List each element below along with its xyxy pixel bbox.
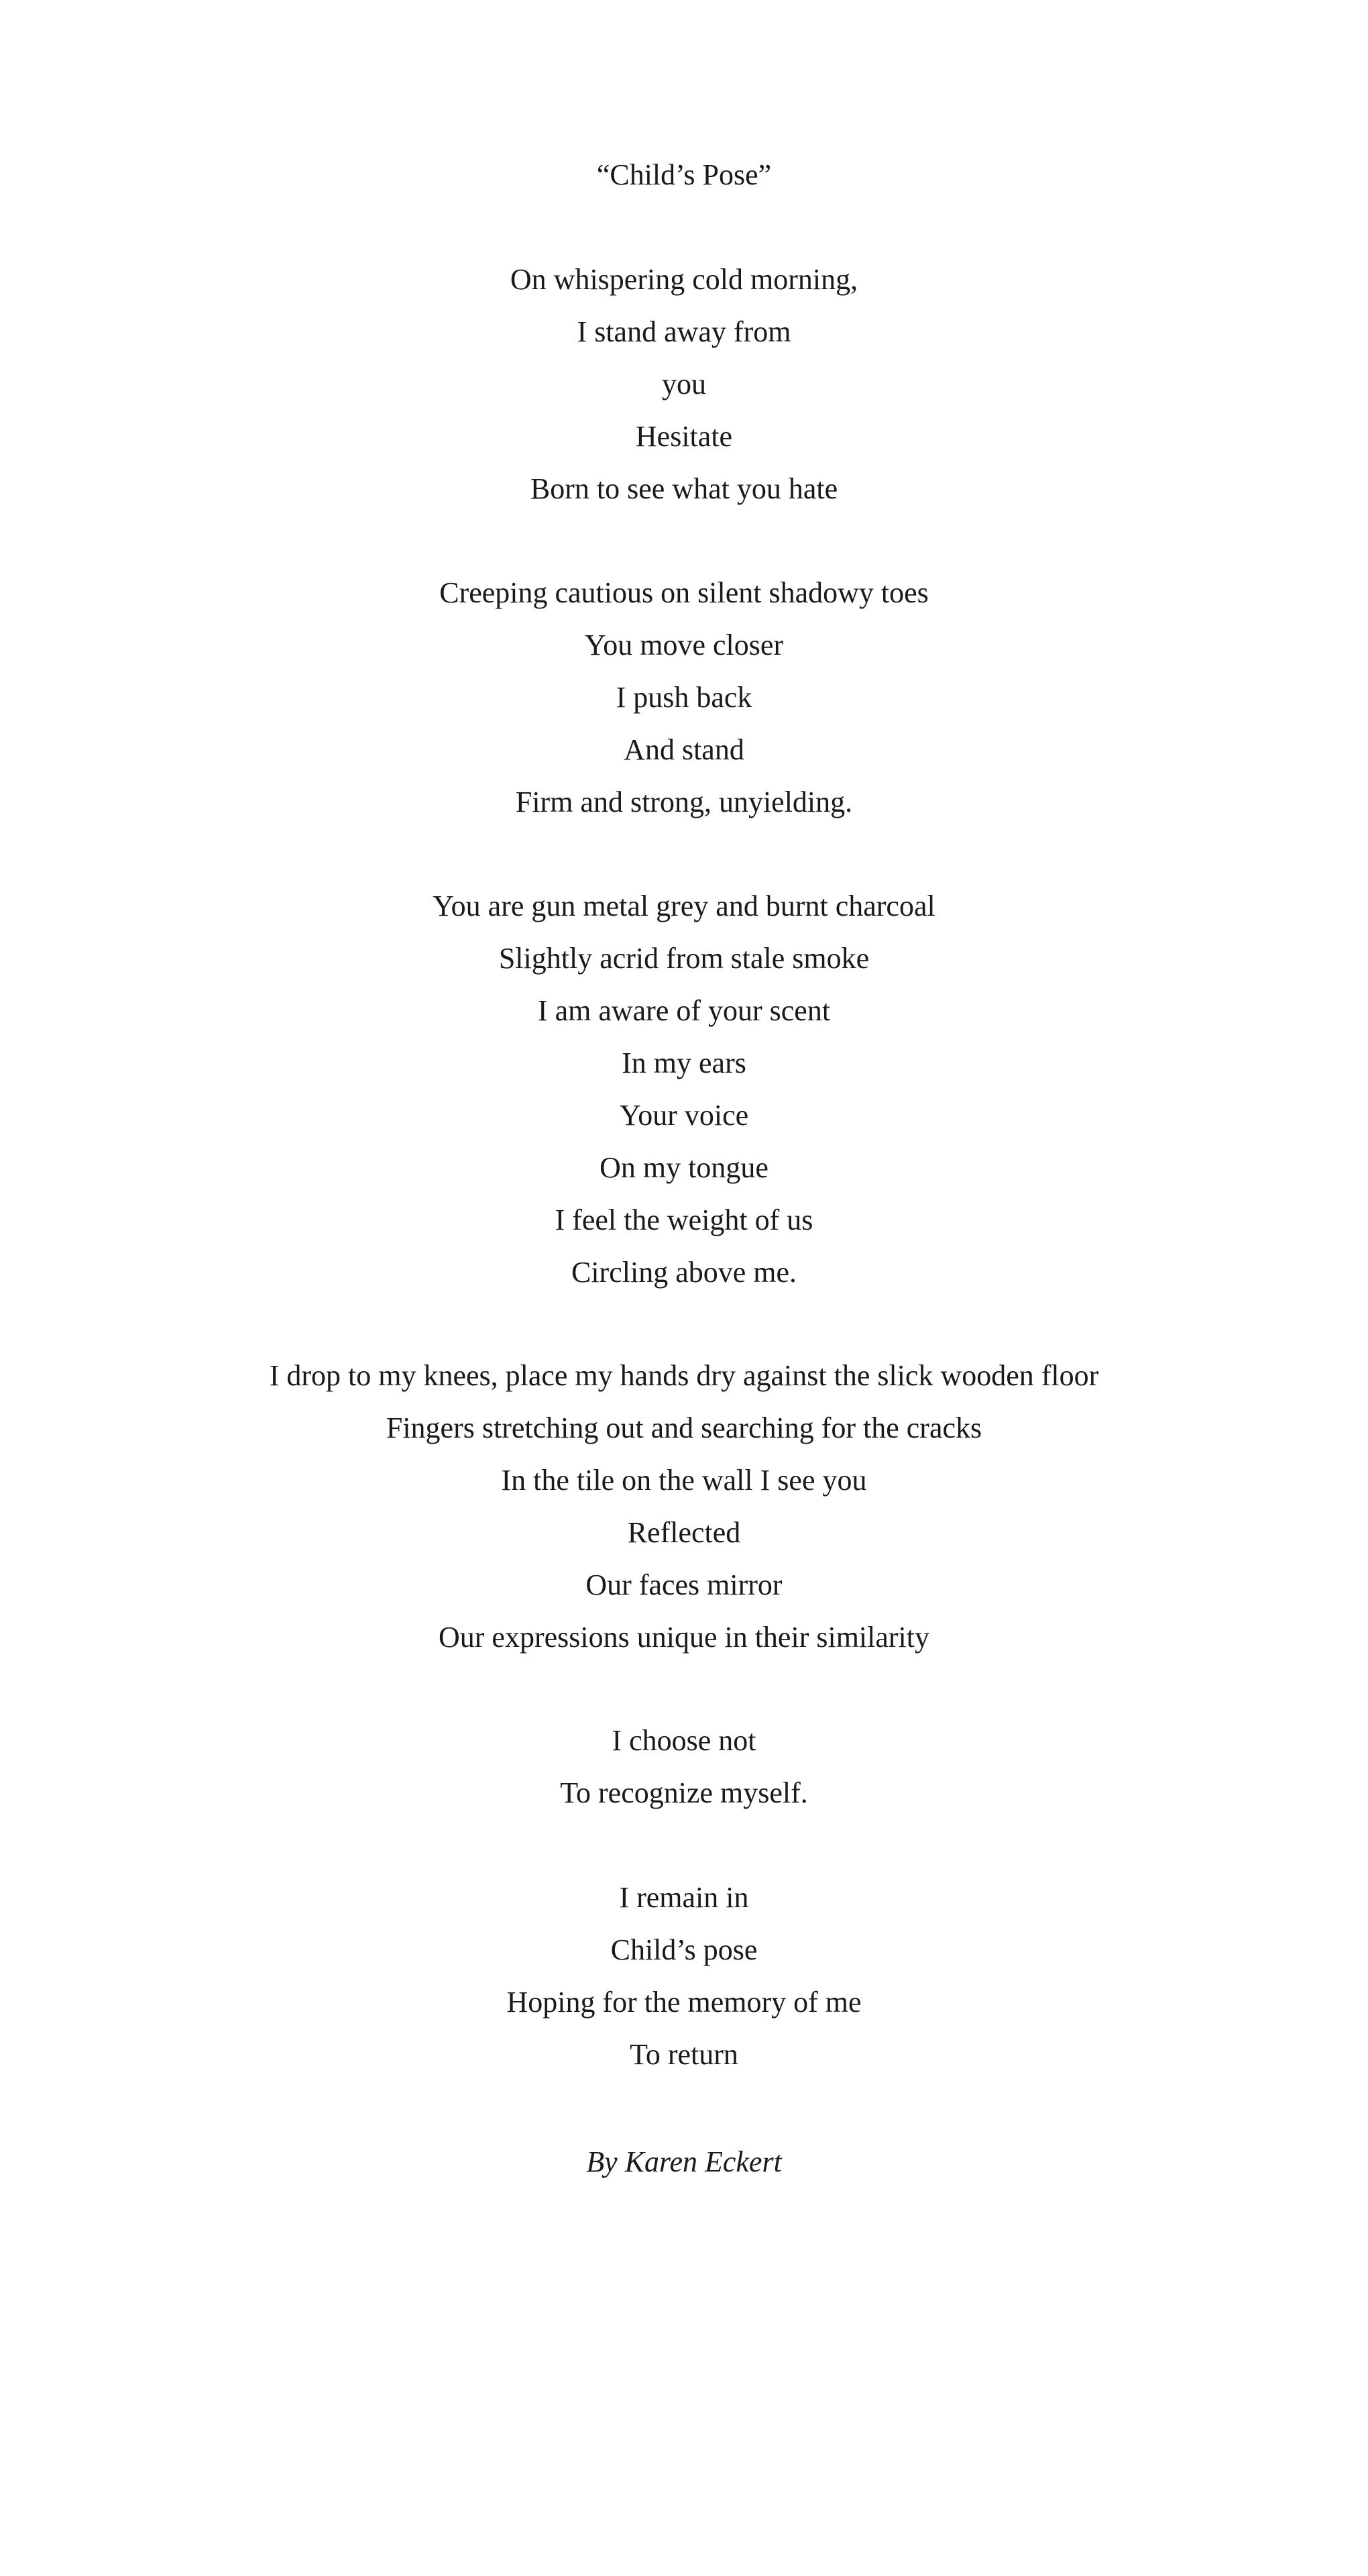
- poem-line: On my tongue: [600, 1151, 768, 1184]
- poem-line: Child’s pose: [610, 1933, 758, 1966]
- poem-line: you: [662, 368, 706, 400]
- poem-line: Slightly acrid from stale smoke: [498, 942, 870, 975]
- poem-line: In my ears: [622, 1046, 746, 1079]
- poem-line: Your voice: [619, 1099, 749, 1132]
- poem-line: To return: [630, 2038, 738, 2071]
- poem-title: “Child’s Pose”: [596, 158, 772, 191]
- stanza-2: [0, 567, 1368, 828]
- poem-line: Hoping for the memory of me: [506, 1986, 862, 2019]
- poem-line: I remain in: [619, 1881, 749, 1914]
- poem-line: Fingers stretching out and searching for the cracks: [386, 1411, 982, 1444]
- poem-line: I push back: [616, 681, 752, 714]
- stanza-3: [0, 880, 1368, 1299]
- poem-line: Circling above me.: [571, 1256, 797, 1289]
- poem-line: You are gun metal grey and burnt charcoal: [433, 890, 935, 922]
- poem-line: Hesitate: [635, 420, 733, 453]
- poem-line: Born to see what you hate: [530, 472, 838, 505]
- author-byline: By Karen Eckert: [586, 2145, 782, 2178]
- stanza-1: [0, 254, 1368, 515]
- poem-line: On whispering cold morning,: [510, 263, 858, 296]
- poem-line: And stand: [624, 733, 744, 766]
- poem-line: I feel the weight of us: [555, 1203, 813, 1236]
- poem-line: Our expressions unique in their similarity: [439, 1621, 929, 1654]
- poem-line: You move closer: [584, 629, 784, 661]
- poem-line: I stand away from: [577, 315, 791, 348]
- stanza-4: [0, 1350, 1368, 1664]
- poem-line: Reflected: [627, 1516, 741, 1549]
- poem-line: Firm and strong, unyielding.: [515, 786, 853, 818]
- poem-line: In the tile on the wall I see you: [501, 1464, 867, 1497]
- poem-line: Creeping cautious on silent shadowy toes: [439, 576, 929, 609]
- poem-line: To recognize myself.: [560, 1776, 808, 1809]
- stanza-6: [0, 1872, 1368, 2081]
- poem-line: I choose not: [612, 1724, 756, 1757]
- poem-line: I am aware of your scent: [537, 994, 831, 1027]
- poem-line: Our faces mirror: [585, 1568, 783, 1601]
- stanza-5: [0, 1715, 1368, 1819]
- poem-line: I drop to my knees, place my hands dry against the slick wooden floor: [269, 1359, 1099, 1392]
